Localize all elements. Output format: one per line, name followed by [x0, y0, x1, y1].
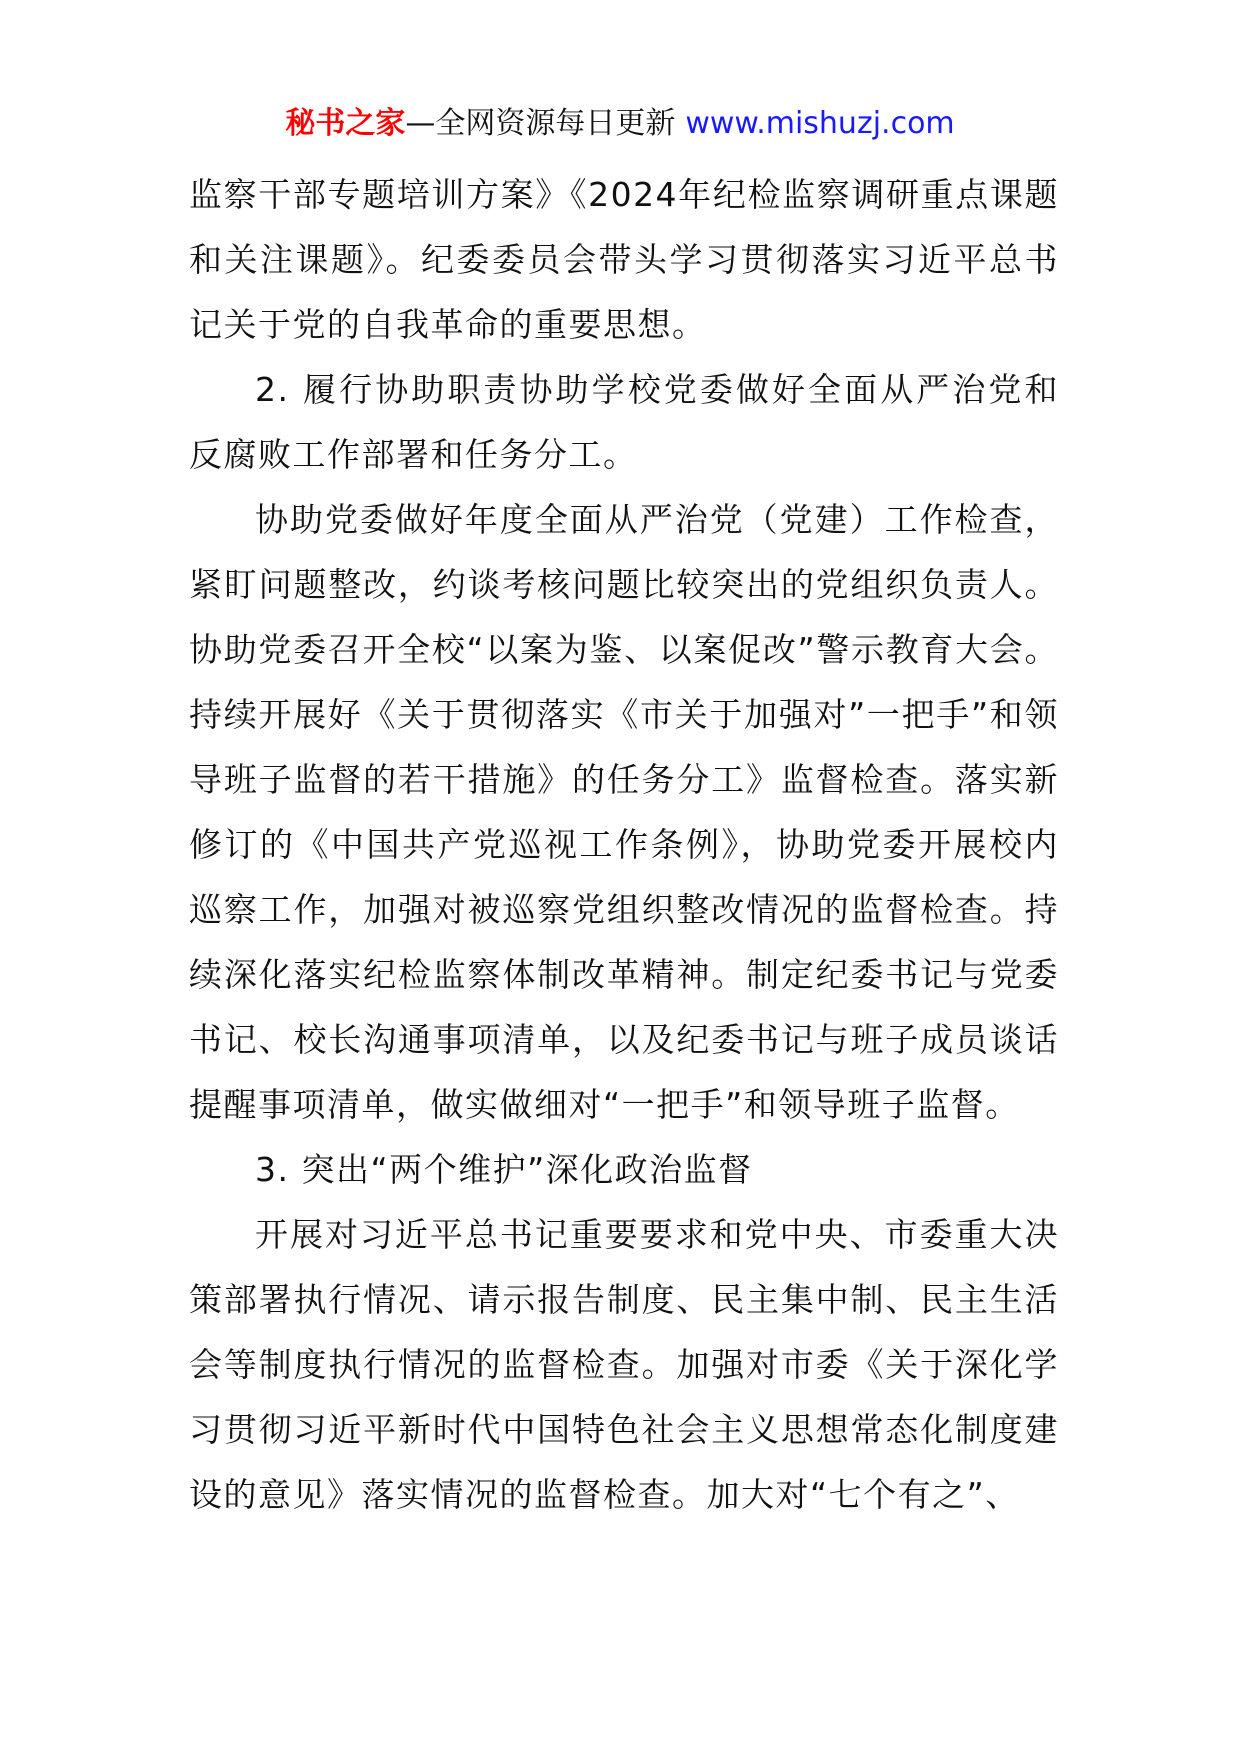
section-heading-2: 2. 履行协助职责协助学校党委做好全面从严治党和反腐败工作部署和任务分工。 — [189, 370, 1059, 474]
document-body — [189, 162, 1059, 1527]
paragraph-political-supervision: 开展对习近平总书记重要要求和党中央、市委重大决策部署执行情况、请示报告制度、民主集中制、民主生活会等制度执行情况的监督检查。加强对市委《关于深化学习贯彻习近平新时代中国特色社会主义思想常态化制度建设的意见》落实情况的监督检查。加大对“七个有之”、 — [189, 1215, 1059, 1514]
brand-name: 秘书之家 — [285, 106, 406, 141]
site-url-link[interactable]: www.mishuzj.com — [685, 106, 955, 141]
header-dash: — — [405, 106, 436, 141]
section-heading-3: 3. 突出“两个维护”深化政治监督 — [255, 1150, 753, 1189]
site-header — [0, 104, 1240, 144]
paragraph-continued: 监察干部专题培训方案》《2024年纪检监察调研重点课题和关注课题》。纪委委员会带头学习贯彻落实习近平总书记关于党的自我革命的重要思想。 — [189, 175, 1059, 344]
paragraph-supervision: 协助党委做好年度全面从严治党（党建）工作检查，紧盯问题整改，约谈考核问题比较突出的党组织负责人。协助党委召开全校“以案为鉴、以案促改”警示教育大会。持续开展好《关于贯彻落实《市关于加强对”一把手”和领导班子监督的若干措施》的任务分工》监督检查。落实新修订的《中国共产党巡视工作条例》，协助党委开展校内巡察工作，加强对被巡察党组织整改情况的监督检查。持续深化落实纪检监察体制改革精神。制定纪委书记与党委书记、校长沟通事项清单，以及纪委书记与班子成员谈话提醒事项清单，做实做细对“一把手”和领导班子监督。 — [189, 500, 1059, 1124]
header-slogan: 全网资源每日更新 — [435, 106, 676, 141]
